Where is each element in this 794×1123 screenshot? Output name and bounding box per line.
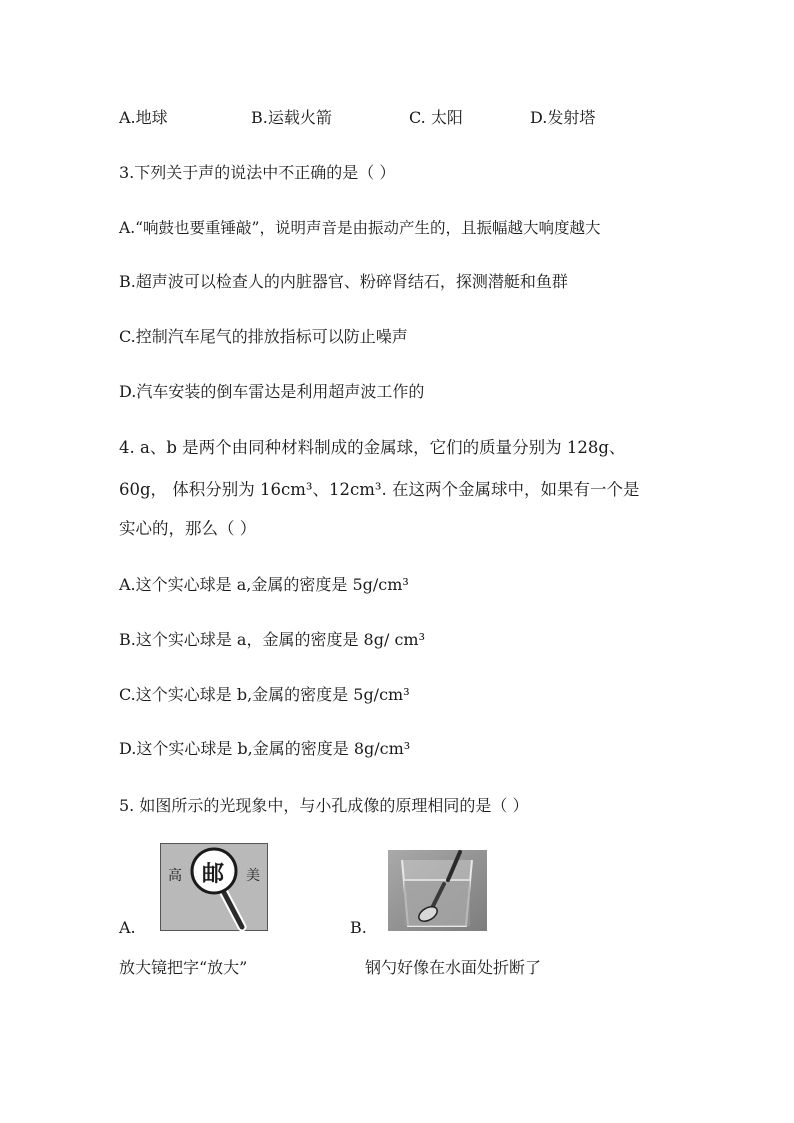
magnifier-char-center: 邮 (202, 862, 225, 887)
magnifier-char-left: 高 (168, 868, 182, 884)
q4-stem-line-3: 实心的，那么（ ） (119, 519, 257, 538)
q5-figure-b-label[interactable]: B. (350, 918, 367, 937)
q5-figure-b-caption: 钢勺好像在水面处折断了 (365, 958, 542, 977)
q5-figure-a-label[interactable]: A. (119, 918, 136, 937)
q3-option-c[interactable]: C.控制汽车尾气的排放指标可以防止噪声 (119, 327, 408, 346)
q3-option-b[interactable]: B.超声波可以检查人的内脏器官、粉碎肾结石，探测潜艇和鱼群 (119, 272, 568, 291)
spoon-in-water-figure (388, 850, 487, 931)
q2-option-a[interactable]: A.地球 (119, 108, 168, 127)
q3-option-d[interactable]: D.汽车安装的倒车雷达是利用超声波工作的 (119, 382, 425, 401)
magnifier-char-right: 美 (246, 868, 260, 884)
q4-stem-line-1: 4. a、b 是两个由同种材料制成的金属球，它们的质量分别为 128g、 (119, 438, 626, 457)
q4-stem-line-2: 60g， 体积分别为 16cm³、12cm³. 在这两个金属球中，如果有一个是 (119, 480, 640, 499)
q4-option-d[interactable]: D.这个实心球是 b,金属的密度是 8g/cm³ (119, 739, 411, 758)
q3-option-a[interactable]: A.“响鼓也要重锤敲”，说明声音是由振动产生的，且振幅越大响度越大 (119, 219, 601, 237)
q5-stem: 5. 如图所示的光现象中，与小孔成像的原理相同的是（ ） (119, 796, 529, 815)
q3-stem: 3.下列关于声的说法中不正确的是（ ） (119, 163, 396, 182)
q5-figure-a-caption: 放大镜把字“放大” (119, 958, 248, 977)
q2-option-d[interactable]: D.发射塔 (530, 108, 596, 127)
q2-option-b[interactable]: B.运载火箭 (251, 108, 332, 127)
magnifier-figure (160, 843, 268, 931)
q4-option-b[interactable]: B.这个实心球是 a，金属的密度是 8g/ cm³ (119, 630, 426, 649)
spoon-in-water-icon (388, 850, 487, 931)
q2-option-c[interactable]: C. 太阳 (409, 108, 463, 127)
q4-option-a[interactable]: A.这个实心球是 a,金属的密度是 5g/cm³ (119, 575, 409, 594)
q4-option-c[interactable]: C.这个实心球是 b,金属的密度是 5g/cm³ (119, 685, 410, 704)
